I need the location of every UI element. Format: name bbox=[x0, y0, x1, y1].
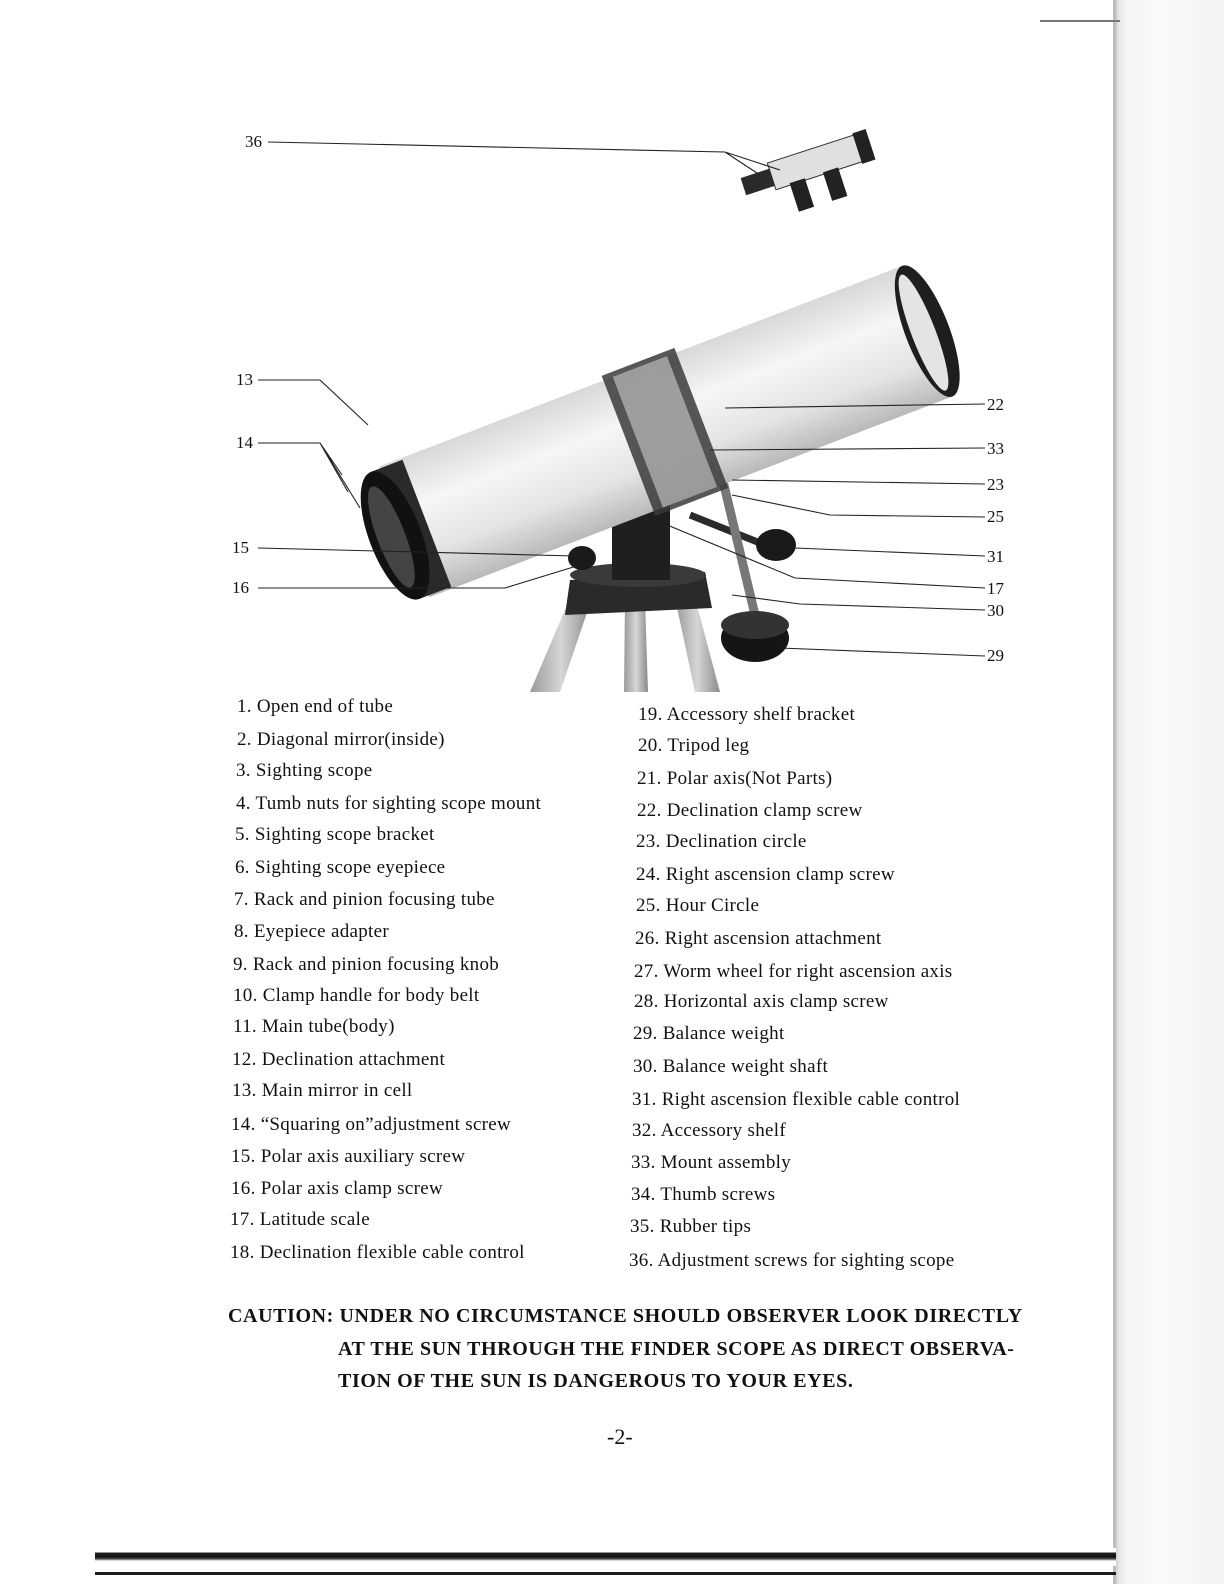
part-item: 2. Diagonal mirror(inside) bbox=[237, 729, 445, 750]
part-item: 8. Eyepiece adapter bbox=[234, 921, 389, 942]
part-item: 10. Clamp handle for body belt bbox=[233, 985, 480, 1006]
top-rule bbox=[1040, 20, 1120, 22]
bottom-rule-thin bbox=[95, 1572, 1116, 1575]
tripod-leg-center bbox=[624, 600, 648, 692]
caution-line-1: CAUTION: UNDER NO CIRCUMSTANCE SHOULD OBSERVER LOOK DIRECTLY bbox=[228, 1305, 1023, 1327]
part-item: 15. Polar axis auxiliary screw bbox=[231, 1146, 466, 1167]
callout-30: 30 bbox=[987, 601, 1004, 620]
part-item: 22. Declination clamp screw bbox=[637, 800, 863, 821]
callout-16: 16 bbox=[232, 578, 249, 597]
part-item: 27. Worm wheel for right ascension axis bbox=[634, 961, 953, 982]
caution-line-3: TION OF THE SUN IS DANGEROUS TO YOUR EYES. bbox=[338, 1370, 854, 1392]
part-item: 6. Sighting scope eyepiece bbox=[235, 857, 446, 878]
part-item: 36. Adjustment screws for sighting scope bbox=[629, 1250, 955, 1271]
part-item: 11. Main tube(body) bbox=[233, 1016, 395, 1037]
part-item: 34. Thumb screws bbox=[631, 1184, 776, 1205]
knob-right bbox=[756, 529, 796, 561]
part-item: 5. Sighting scope bracket bbox=[235, 824, 435, 845]
part-item: 9. Rack and pinion focusing knob bbox=[233, 954, 500, 975]
scan-edge bbox=[1116, 0, 1224, 1584]
part-item: 19. Accessory shelf bracket bbox=[638, 704, 856, 725]
telescope-figure bbox=[220, 120, 1020, 692]
part-item: 33. Mount assembly bbox=[631, 1152, 792, 1173]
callout-25: 25 bbox=[987, 507, 1004, 526]
part-item: 30. Balance weight shaft bbox=[633, 1056, 829, 1077]
part-item: 26. Right ascension attachment bbox=[635, 928, 882, 949]
part-item: 21. Polar axis(Not Parts) bbox=[637, 768, 833, 789]
part-item: 23. Declination circle bbox=[636, 831, 807, 852]
part-item: 24. Right ascension clamp screw bbox=[636, 864, 895, 885]
callout-31: 31 bbox=[987, 547, 1004, 566]
part-item: 31. Right ascension flexible cable control bbox=[632, 1089, 961, 1110]
callout-22: 22 bbox=[987, 395, 1004, 414]
part-item: 4. Tumb nuts for sighting scope mount bbox=[236, 793, 542, 814]
callout-23: 23 bbox=[987, 475, 1004, 494]
callout-13: 13 bbox=[236, 370, 253, 389]
part-item: 32. Accessory shelf bbox=[632, 1120, 786, 1141]
callout-17: 17 bbox=[987, 579, 1004, 598]
callout-14: 14 bbox=[236, 433, 253, 452]
bottom-rule bbox=[95, 1548, 1116, 1566]
callout-29: 29 bbox=[987, 646, 1004, 665]
part-item: 17. Latitude scale bbox=[230, 1209, 370, 1230]
part-item: 28. Horizontal axis clamp screw bbox=[634, 991, 889, 1012]
part-item: 35. Rubber tips bbox=[630, 1216, 752, 1237]
part-item: 16. Polar axis clamp screw bbox=[231, 1178, 443, 1199]
tripod-leg-right bbox=[675, 598, 720, 692]
part-item: 20. Tripod leg bbox=[638, 735, 750, 756]
scan-edge-line bbox=[1113, 0, 1116, 1584]
callout-15: 15 bbox=[232, 538, 249, 557]
part-item: 18. Declination flexible cable control bbox=[230, 1242, 525, 1263]
part-item: 7. Rack and pinion focusing tube bbox=[234, 889, 495, 910]
polar-axis-auxiliary-screw bbox=[568, 546, 596, 570]
part-item: 13. Main mirror in cell bbox=[232, 1080, 413, 1101]
part-item: 3. Sighting scope bbox=[236, 760, 373, 781]
part-item: 29. Balance weight bbox=[633, 1023, 785, 1044]
callout-33: 33 bbox=[987, 439, 1004, 458]
part-item: 12. Declination attachment bbox=[232, 1049, 446, 1070]
part-item: 1. Open end of tube bbox=[237, 696, 394, 717]
callout-36: 36 bbox=[245, 132, 262, 151]
part-item: 14. “Squaring on”adjustment screw bbox=[231, 1114, 512, 1135]
telescope-illustration bbox=[220, 120, 1020, 692]
finder-scope bbox=[738, 129, 883, 226]
part-item: 25. Hour Circle bbox=[636, 895, 760, 916]
page-number: -2- bbox=[607, 1424, 633, 1449]
caution-line-2: AT THE SUN THROUGH THE FINDER SCOPE AS DIRECT OBSERVA- bbox=[338, 1338, 1015, 1360]
